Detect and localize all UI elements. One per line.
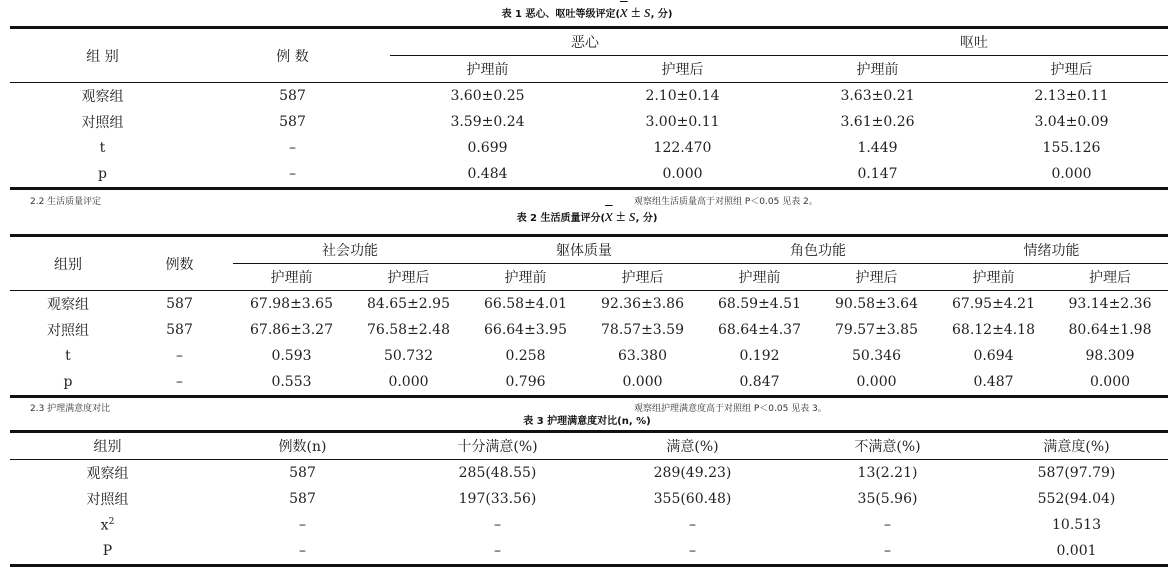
table-row <box>10 109 1168 135</box>
section-2-3-heading: 2.3 护理满意度对比 <box>30 404 111 414</box>
table-cell: 3.59±0.24 <box>450 114 525 130</box>
table-cell: 观察组 <box>81 89 124 105</box>
table-cell: 3.00±0.11 <box>645 114 720 130</box>
table-cell: 90.58±3.64 <box>835 296 918 312</box>
table-row <box>10 291 1168 318</box>
table-cell: p <box>63 374 73 390</box>
table-cell: – <box>289 140 296 156</box>
table2-header-physical: 躯体质量 <box>467 236 701 264</box>
chi-square-label: x <box>100 517 109 534</box>
table-cell: – <box>299 543 306 559</box>
table-cell: 0.000 <box>856 374 897 390</box>
table-cell: 80.64±1.98 <box>1068 322 1152 338</box>
table-row <box>10 538 1168 566</box>
table-row <box>10 486 1168 512</box>
table-cell: 587 <box>289 465 316 481</box>
table-cell: 76.58±2.48 <box>367 322 450 338</box>
table-cell: – <box>884 517 891 533</box>
table-row <box>10 161 1168 189</box>
table-cell: 3.63±0.21 <box>840 88 915 104</box>
table-cell: 3.04±0.09 <box>1034 114 1109 130</box>
table-cell: 对照组 <box>81 115 124 131</box>
table-cell: t <box>65 348 71 364</box>
table-cell: 0.000 <box>388 374 429 390</box>
plusminus-symbol: ± <box>616 206 626 225</box>
table-cell: 98.309 <box>1085 348 1135 364</box>
table-cell: 68.59±4.51 <box>718 296 801 312</box>
table3-header-cell: 组别 <box>93 439 122 455</box>
table3-header-cell: 满意(%) <box>666 439 719 455</box>
table2-header-count: 例数 <box>165 256 194 273</box>
table-cell: 66.58±4.01 <box>484 296 567 312</box>
table3-header-cell: 不满意(%) <box>854 439 921 455</box>
table-cell: 对照组 <box>47 323 89 339</box>
table-row <box>10 83 1168 110</box>
table1-header-before: 护理前 <box>466 62 509 78</box>
table-cell: 3.61±0.26 <box>840 114 915 130</box>
table-cell: 587 <box>166 322 193 338</box>
table-cell: 0.484 <box>467 166 508 182</box>
table-row <box>10 317 1168 343</box>
table-cell: 2.13±0.11 <box>1034 88 1109 104</box>
table-cell: t <box>99 140 106 156</box>
table2-header-after: 护理后 <box>621 270 664 286</box>
table2-header-group: 组别 <box>54 256 82 273</box>
table-cell: 观察组 <box>47 297 89 313</box>
table1-caption <box>0 2 1174 22</box>
table-cell: 84.65±2.95 <box>367 296 450 312</box>
table-cell: 0.487 <box>973 374 1014 390</box>
table-cell: 0.796 <box>505 374 546 390</box>
table-cell: 67.98±3.65 <box>250 296 333 312</box>
table-row <box>10 135 1168 161</box>
table-cell: 285(48.55) <box>458 465 537 481</box>
table-cell: 122.470 <box>653 140 712 156</box>
table-cell: – <box>289 166 296 182</box>
table-cell: 50.346 <box>852 348 901 364</box>
table-row <box>10 512 1168 538</box>
table2-header-social: 社会功能 <box>233 236 467 264</box>
table-cell: 0.553 <box>271 374 312 390</box>
table-cell: 0.847 <box>739 374 780 390</box>
table-cell: 观察组 <box>86 466 129 482</box>
table-cell: 63.380 <box>618 348 667 364</box>
table2-header-role: 角色功能 <box>701 236 935 264</box>
table-cell: 0.258 <box>505 348 546 364</box>
table-cell: 1.449 <box>857 140 898 156</box>
table-cell: 66.64±3.95 <box>484 322 567 338</box>
table-cell: – <box>689 543 696 559</box>
table1 <box>10 26 1168 190</box>
table1-header-count: 例 数 <box>276 48 309 65</box>
table1-header-nausea: 恶心 <box>390 28 780 56</box>
table-cell: 587 <box>279 114 306 130</box>
chi-square-superscript: 2 <box>108 516 115 527</box>
table-cell: 0.000 <box>1051 166 1092 182</box>
table-cell: 0.000 <box>662 166 703 182</box>
table-cell: 0.593 <box>271 348 312 364</box>
table3 <box>10 430 1168 567</box>
table-cell: – <box>884 543 891 559</box>
table1-caption-suffix: , 分) <box>650 9 673 20</box>
section-2-3-text: 观察组护理满意度高于对照组 P＜0.05 见表 3。 <box>634 404 827 414</box>
table-cell: – <box>176 348 183 364</box>
table3-header-cell: 十分满意(%) <box>457 439 538 455</box>
table-cell: 50.732 <box>384 348 433 364</box>
table3-caption: 表 3 护理满意度对比(n, %) <box>523 416 651 427</box>
section-2-2-text: 观察组生活质量高于对照组 P＜0.05 见表 2。 <box>634 197 818 207</box>
table-cell <box>10 512 205 538</box>
table-cell: – <box>176 374 183 390</box>
table-cell: 197(33.56) <box>458 491 537 507</box>
table1-header-vomit: 呕吐 <box>780 28 1168 56</box>
table-cell: 93.14±2.36 <box>1068 296 1152 312</box>
table-cell: 0.000 <box>622 374 663 390</box>
table3-header-cell: 满意度(%) <box>1043 439 1110 455</box>
mean-symbol: $\overline{x}$ <box>605 206 613 225</box>
table-cell: – <box>689 517 696 533</box>
table1-header-after: 护理后 <box>1050 62 1093 78</box>
table-cell: 0.001 <box>1056 543 1097 559</box>
table-cell: 587 <box>289 491 316 507</box>
table1-header-after: 护理后 <box>661 62 704 78</box>
table-cell: 79.57±3.85 <box>835 322 918 338</box>
table-cell: 35(5.96) <box>857 491 918 507</box>
table2-header-after: 护理后 <box>387 270 430 286</box>
table2-caption-text: 表 2 生活质量评分( <box>516 213 606 224</box>
table-cell: 10.513 <box>1052 517 1101 533</box>
table2-caption-suffix: , 分) <box>635 213 658 224</box>
table-cell: 587 <box>166 296 193 312</box>
table2-header-before: 护理前 <box>504 270 547 286</box>
table-cell: 289(49.23) <box>653 465 732 481</box>
table-row <box>10 460 1168 487</box>
table2-header-after: 护理后 <box>1089 270 1131 286</box>
mean-symbol: $\overline{x}$ <box>620 2 628 21</box>
table-cell: 587 <box>279 88 306 104</box>
table-cell: – <box>494 543 501 559</box>
table-row <box>10 369 1168 397</box>
table1-header-before: 护理前 <box>856 62 899 78</box>
table2-caption <box>0 206 1174 226</box>
table2-header-after: 护理后 <box>855 270 898 286</box>
table-cell: 0.000 <box>1089 374 1131 390</box>
table-cell: p <box>98 166 107 182</box>
table2-header-before: 护理前 <box>738 270 781 286</box>
table-cell: 67.86±3.27 <box>250 322 333 338</box>
table-cell: 68.12±4.18 <box>952 322 1035 338</box>
table3-header-cell: 例数(n) <box>278 439 327 455</box>
table-cell: 3.60±0.25 <box>450 88 525 104</box>
table-cell: 2.10±0.14 <box>645 88 720 104</box>
table-cell: 0.694 <box>973 348 1014 364</box>
table-cell: P <box>102 543 113 559</box>
table2-header-before: 护理前 <box>270 270 313 286</box>
table-cell: 0.192 <box>739 348 780 364</box>
table-cell: 0.147 <box>857 166 898 182</box>
table-cell: 67.95±4.21 <box>952 296 1035 312</box>
table-cell: 78.57±3.59 <box>601 322 684 338</box>
table1-header-group: 组 别 <box>86 48 119 65</box>
table1-caption-text: 表 1 恶心、呕吐等级评定( <box>501 9 621 20</box>
table2 <box>10 234 1168 398</box>
table-cell: 0.699 <box>467 140 508 156</box>
table2-header-emotion: 情绪功能 <box>935 236 1168 264</box>
sd-symbol: s <box>628 206 636 225</box>
section-2-2-heading: 2.2 生活质量评定 <box>30 197 102 207</box>
table-cell: 92.36±3.86 <box>601 296 684 312</box>
table-cell: 355(60.48) <box>653 491 732 507</box>
table-cell: 155.126 <box>1042 140 1101 156</box>
table-cell: 552(94.04) <box>1037 491 1116 507</box>
plusminus-symbol: ± <box>631 2 641 21</box>
sd-symbol: s <box>643 2 651 21</box>
table-cell: 对照组 <box>86 492 129 508</box>
table2-header-before: 护理前 <box>972 270 1015 286</box>
table-cell: 587(97.79) <box>1037 465 1116 481</box>
table-row <box>10 343 1168 369</box>
table-cell: – <box>494 517 501 533</box>
table-cell: 13(2.21) <box>857 465 918 481</box>
table-cell: 68.64±4.37 <box>718 322 801 338</box>
table-cell: – <box>299 517 306 533</box>
